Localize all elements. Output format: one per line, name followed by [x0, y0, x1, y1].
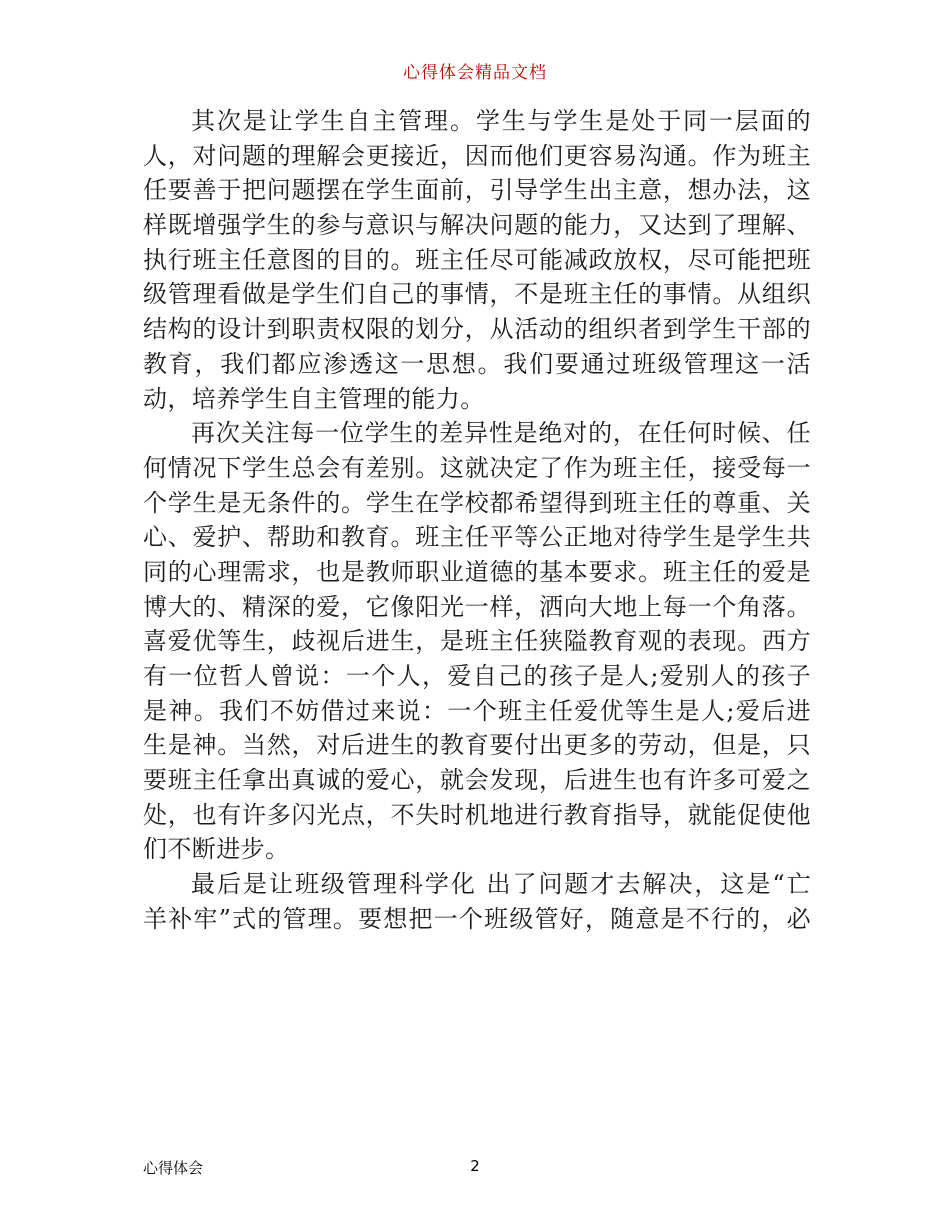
- text-line: 结构的设计到职责权限的划分，从活动的组织者到学生干部的: [143, 315, 811, 344]
- text-line: 执行班主任意图的目的。班主任尽可能减政放权，尽可能把班: [143, 245, 811, 274]
- text-line: 人，对问题的理解会更接近，因而他们更容易沟通。作为班主: [143, 141, 811, 170]
- paragraph-1: [143, 104, 811, 416]
- text-line: 其次是让学生自主管理。学生与学生是处于同一层面的: [191, 107, 811, 135]
- text-line: 任要善于把问题摆在学生面前，引导学生出主意，想办法，这: [143, 176, 811, 205]
- footer-label: 心得体会: [143, 1159, 204, 1177]
- text-line: 要班主任拿出真诚的爱心，就会发现，后进生也有许多可爱之: [143, 766, 811, 795]
- text-line: 是神。我们不妨借过来说：一个班主任爱优等生是人;爱后进: [143, 696, 811, 725]
- paragraph-3: [143, 867, 811, 936]
- text-line: 个学生是无条件的。学生在学校都希望得到班主任的尊重、关: [143, 488, 811, 517]
- text-line: 最后是让班级管理科学化 出了问题才去解决，这是“亡: [191, 870, 811, 899]
- text-line: 羊补牢”式的管理。要想把一个班级管好，随意是不行的，必: [143, 904, 811, 933]
- document-body: [143, 104, 811, 937]
- text-line: 同的心理需求，也是教师职业道德的基本要求。班主任的爱是: [143, 557, 811, 586]
- text-line: 再次关注每一位学生的差异性是绝对的，在任何时候、任: [191, 419, 811, 448]
- page-number: 2: [470, 1157, 480, 1175]
- paragraph-2: [143, 416, 811, 867]
- text-line: 喜爱优等生，歧视后进生，是班主任狭隘教育观的表现。西方: [143, 627, 811, 656]
- document-header-title: 心得体会精品文档: [403, 63, 547, 83]
- text-line: 有一位哲人曾说：一个人，爱自己的孩子是人;爱别人的孩子: [143, 662, 811, 690]
- text-line: 动，培养学生自主管理的能力。: [143, 384, 485, 413]
- text-line: 样既增强学生的参与意识与解决问题的能力，又达到了理解、: [143, 211, 811, 240]
- text-line: 何情况下学生总会有差别。这就决定了作为班主任，接受每一: [143, 453, 811, 482]
- text-line: 处，也有许多闪光点，不失时机地进行教育指导，就能促使他: [143, 800, 811, 829]
- text-line: 生是神。当然，对后进生的教育要付出更多的劳动，但是，只: [143, 731, 811, 760]
- text-line: 们不断进步。: [143, 835, 290, 864]
- text-line: 心、爱护、帮助和教育。班主任平等公正地对待学生是学生共: [143, 523, 811, 552]
- text-line: 博大的、精深的爱，它像阳光一样，洒向大地上每一个角落。: [143, 592, 811, 621]
- text-line: 级管理看做是学生们自己的事情，不是班主任的事情。从组织: [143, 280, 811, 309]
- text-line: 教育，我们都应渗透这一思想。我们要通过班级管理这一活: [143, 349, 811, 378]
